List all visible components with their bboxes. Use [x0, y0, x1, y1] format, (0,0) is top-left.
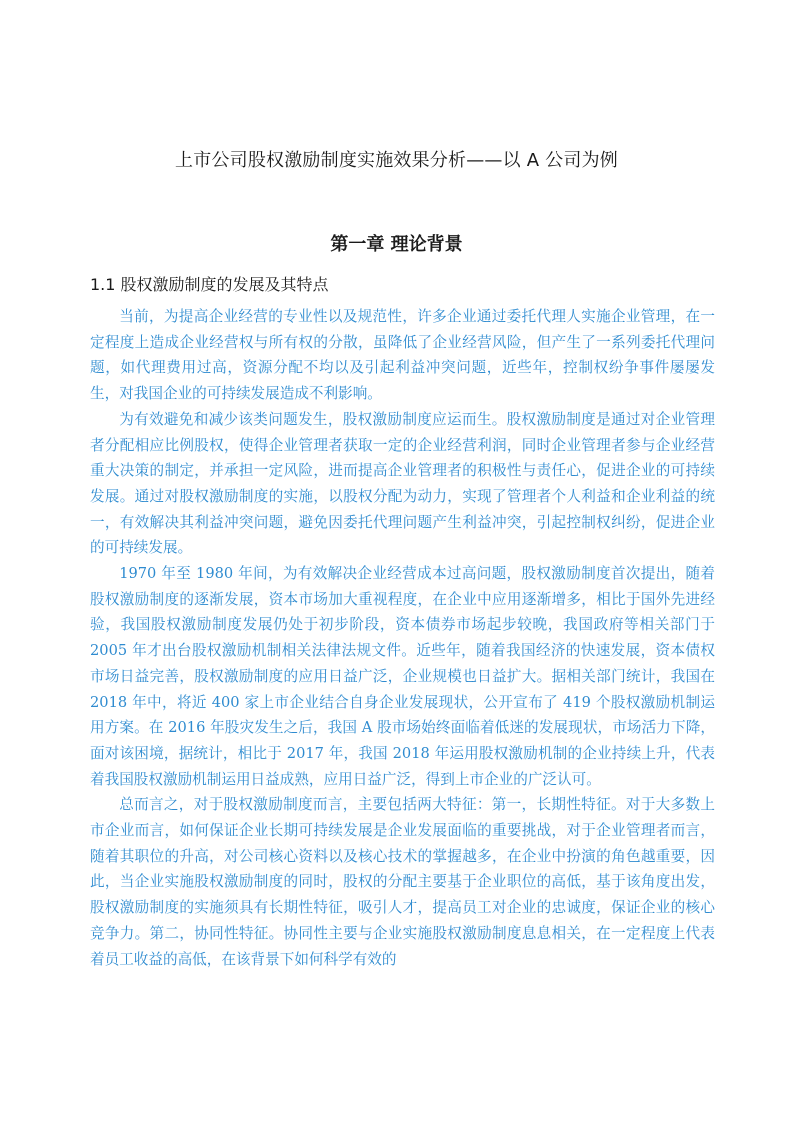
document-title: 上市公司股权激励制度实施效果分析——以 A 公司为例: [175, 150, 618, 171]
paragraph: 为有效避免和减少该类问题发生，股权激励制度应运而生。股权激励制度是通过对企业管理者分配相应比例股权，使得企业管理者获取一定的企业经营利润，同时企业管理者参与企业经营重大决策的制定，并承担一定风险，进而提高企业管理者的积极性与责任心，促进企业的可持续发展。通过对股权激励制度的实施，以股权分配为动力，实现了管理者个人利益和企业利益的统一，有效解决其利益冲突问题，避免因委托代理问题产生利益冲突，引起控制权纠纷，促进企业的可持续发展。: [90, 410, 715, 557]
section-title: 1.1 股权激励制度的发展及其特点: [90, 275, 329, 294]
chapter-title: 第一章 理论背景: [330, 234, 463, 255]
paragraph: 当前，为提高企业经营的专业性以及规范性，许多企业通过委托代理人实施企业管理，在一定程度上造成企业经营权与所有权的分散，虽降低了企业经营风险，但产生了一系列委托代理问题，如代理费用过高，资源分配不均以及引起利益冲突问题，近些年，控制权纷争事件屡屡发生，对我国企业的可持续发展造成不利影响。: [90, 308, 715, 403]
body-text: [90, 304, 715, 972]
paragraph: 1970 年至 1980 年间，为有效解决企业经营成本过高问题，股权激励制度首次提出，随着股权激励制度的逐渐发展，资本市场加大重视程度，在企业中应用逐渐增多，相比于国外先进经验，我国股权激励制度发展仍处于初步阶段，资本债券市场起步较晚，我国政府等相关部门于 2005 年才出台股权激励机制相关法律法规文件。近些年，随着我国经济的快速发展，资本债权市场日益完善，股权激励制度的应用日益广泛，企业规模也日益扩大。据相关部门统计，我国在 2018 年中，将近 400 家上市企业结合自身企业发展现状，公开宣布了 419 个股权激励机制运用方案。在 2016 年股灾发生之后，我国 A 股市场始终面临着低迷的发展现状，市场活力下降，面对该困境，据统计，相比于 2017 年，我国 2018 年运用股权激励机制的企业持续上升，代表着我国股权激励机制运用日益成熟，应用日益广泛，得到上市企业的广泛认可。: [90, 565, 715, 788]
paragraph: 总而言之，对于股权激励制度而言，主要包括两大特征：第一，长期性特征。对于大多数上市企业而言，如何保证企业长期可持续发展是企业发展面临的重要挑战，对于企业管理者而言，随着其职位的升高，对公司核心资料以及核心技术的掌握越多，在企业中扮演的角色越重要，因此，当企业实施股权激励制度的同时，股权的分配主要基于企业职位的高低，基于该角度出发，股权激励制度的实施须具有长期性特征，吸引人才，提高员工对企业的忠诚度，保证企业的核心竞争力。第二，协同性特征。协同性主要与企业实施股权激励制度息息相关，在一定程度上代表着员工收益的高低，在该背景下如何科学有效的: [90, 796, 715, 968]
